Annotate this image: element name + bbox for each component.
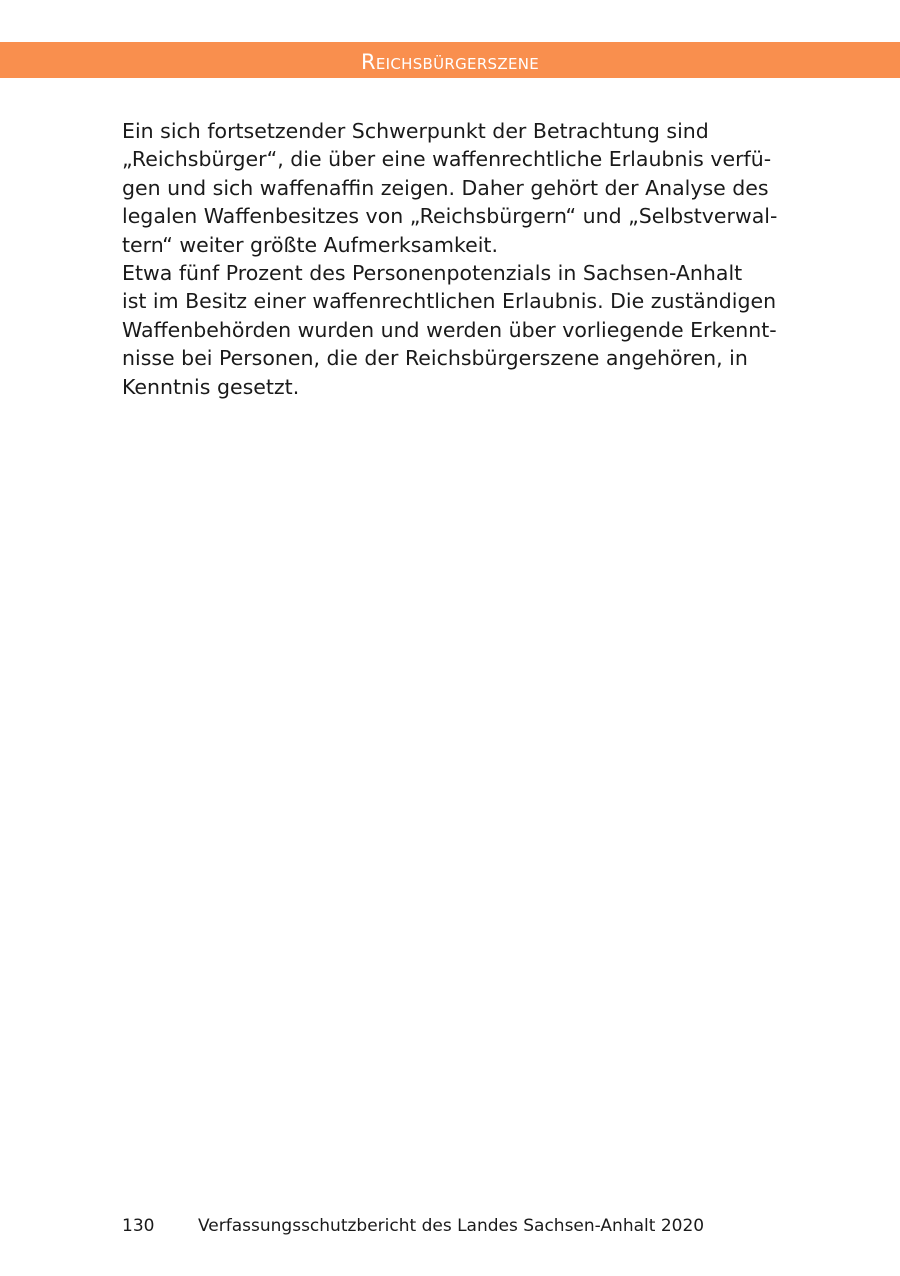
section-title: Reichsbürgerszene bbox=[360, 50, 540, 74]
paragraph-2 bbox=[122, 259, 782, 401]
publication-title: Verfassungsschutzbericht des Landes Sachsen-Anhalt 2020 bbox=[198, 1216, 705, 1236]
text-line: gen und sich waffenaffin zeigen. Daher gehört der Analyse des bbox=[122, 175, 769, 200]
text-line: tern“ weiter größte Aufmerksamkeit. bbox=[122, 232, 498, 257]
paragraph-1 bbox=[122, 117, 782, 259]
section-header-band bbox=[0, 42, 900, 78]
text-line: ist im Besitz einer waffenrechtlichen Erlaubnis. Die zuständigen bbox=[122, 289, 777, 314]
body-text bbox=[122, 117, 782, 401]
text-line: nisse bei Personen, die der Reichsbürgerszene angehören, in bbox=[122, 346, 748, 371]
text-line: legalen Waffenbesitzes von „Reichsbürgern“ und „Selbstverwal- bbox=[122, 204, 778, 229]
text-line: Ein sich fortsetzender Schwerpunkt der Betrachtung sind bbox=[122, 119, 709, 143]
text-line: Waffenbehörden wurden und werden über vorliegende Erkennt- bbox=[122, 317, 777, 342]
page-footer bbox=[122, 1214, 704, 1238]
text-line: Etwa fünf Prozent des Personenpotenzials in Sachsen-Anhalt bbox=[122, 261, 743, 286]
text-line: Kenntnis gesetzt. bbox=[122, 374, 300, 399]
page-number: 130 bbox=[122, 1216, 155, 1236]
text-line: „Reichsbürger“, die über eine waffenrechtliche Erlaubnis verfü- bbox=[122, 147, 772, 172]
